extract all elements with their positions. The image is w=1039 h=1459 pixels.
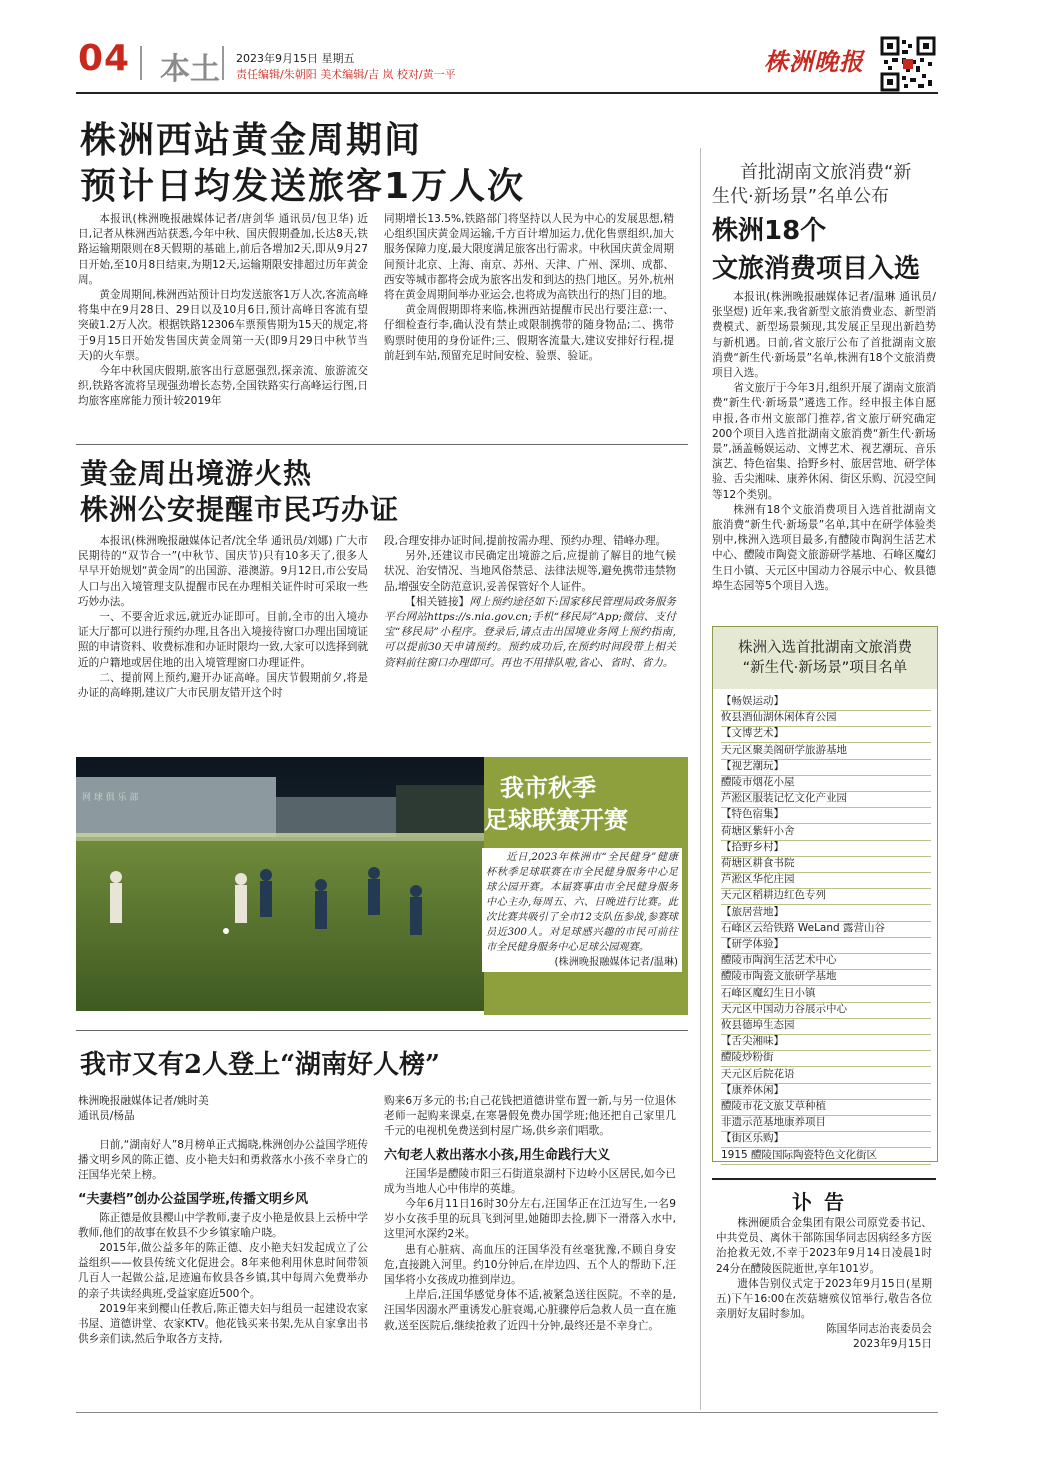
- subheading: “夫妻档”创办公益国学班,传播文明乡风: [78, 1191, 309, 1207]
- article2-column1: [78, 534, 368, 701]
- list-item: 醴陵市花文旅艾草种植: [721, 1098, 931, 1116]
- list-item: 天元区中国动力谷展示中心: [721, 1001, 931, 1019]
- obituary-notice: [712, 1178, 936, 1414]
- list-item: 攸县酒仙湖休闲体育公园: [721, 709, 931, 727]
- header-divider: [222, 46, 224, 80]
- column-divider: [700, 148, 701, 1410]
- list-item: 醴陵市烟花小屋: [721, 774, 931, 792]
- paragraph: 省文旅厅于今年3月,组织开展了湖南文旅消费“新生代·新场景”遴选工作。经申报主体自愿申报,各市州文旅部门推荐,省文旅厅研究确定200个项目入选首批湖南文旅消费“新生代·新场景”,涵盖畅娱运动、文博艺术、视艺潮玩、音乐演艺、特色宿集、拾野乡村、旅居营地、研学体验、舌尖湘味、康养休闲、街区乐购、沉浸空间等12个类别。: [712, 382, 936, 501]
- list-item: 【旅居营地】: [721, 904, 931, 922]
- editor-credits: 责任编辑/朱朝阳 美术编辑/吉 岚 校对/黄一平: [236, 68, 456, 81]
- issue-date: 2023年9月15日 星期五: [236, 52, 355, 65]
- newspaper-masthead: 株洲晚报: [764, 47, 864, 76]
- paragraph: 段,合理安排办证时间,提前按需办理、预约办理、错峰办理。: [384, 535, 667, 547]
- paragraph: 另外,还建议市民确定出境游之后,应提前了解目的地气候状况、治安情况、当地风俗禁忌、法律法规等,避免携带违禁物品,增强安全防范意识,妥善保管好个人证件。: [384, 550, 676, 593]
- article1-column2: [384, 212, 674, 364]
- photo-headline-line2: 足球联赛开赛: [484, 806, 628, 834]
- article-right-body: [712, 290, 936, 594]
- paragraph: 黄金周期间,株洲西站预计日均发送旅客1万人次,客流高峰将集中在9月28日、29日以及10月6日,预计高峰日客流有望突破1.2万人次。根据铁路12306车票预售期为15天的规定,将于9月15日开始发售国庆黄金周第一天(即9月29日中秋节当天)的火车票。: [78, 289, 368, 362]
- header-divider: [140, 46, 142, 80]
- notice-title: 讣告: [792, 1190, 856, 1214]
- paragraph: 上岸后,汪国华感觉身体不适,被紧急送往医院。不幸的是,汪国华因溺水严重诱发心脏衰竭,心脏骤停后急救人员一直在施救,送至医院后,继续抢救了近四十分钟,最终还是不幸身亡。: [384, 1289, 676, 1332]
- list-item: 醴陵市陶瓷文旅研学基地: [721, 968, 931, 986]
- paragraph: 黄金周假期即将来临,株洲西站提醒市民出行要注意:一、仔细检查行李,确认没有禁止或限制携带的随身物品;二、携带购票时使用的身份证件;三、假期客流量大,建议安排好行程,提前赶到车站,预留充足时间安检、验票、验证。: [384, 304, 674, 362]
- photo-caption-text: [482, 848, 682, 972]
- section-name: 本土: [160, 52, 220, 87]
- article1-column1: [78, 212, 368, 410]
- list-item: 【文博艺术】: [721, 725, 931, 743]
- list-item: 醴陵炒粉街: [721, 1049, 931, 1067]
- paragraph: 一、不要舍近求远,就近办证即可。目前,全市的出入境办证大厅都可以进行预约办理,且各出入境接待窗口办理出国境证照的申请资料、收费标准和办证时限均一致,大家可以选择到就近的户籍地或居住地的出入境管理窗口办理证件。: [78, 611, 368, 669]
- list-item: 【视艺潮玩】: [721, 758, 931, 776]
- project-list-box: [712, 626, 938, 1162]
- qr-code-icon: [880, 36, 936, 92]
- list-title-line2: “新生代·新场景”项目名单: [742, 660, 908, 676]
- headline: 我市又有2人登上“湖南好人榜”: [80, 1050, 441, 1080]
- paragraph: 二、提前网上预约,避开办证高峰。国庆节假期前夕,将是办证的高峰期,建议广大市民朋友错开这个时: [78, 671, 368, 700]
- list-item: 【康养休闲】: [721, 1082, 931, 1100]
- paragraph: 汪国华是醴陵市阳三石街道泉湖村下边岭小区居民,如今已成为当地人心中伟岸的英雄。: [384, 1167, 676, 1195]
- related-link-text: 网上预约途径如下:国家移民管理局政务服务平台网站https://s.nia.gov.cn;手机“移民局”App;微信、支付宝“移民局”小程序。登录后,请点击出国境业务网上预约指南,可以提前30天申请预约。预约成功后,在预约时间段带上相关资料前往窗口办理即可。再也不用排队啦,省心、省时、省力。: [384, 595, 676, 669]
- article2-column2: [384, 534, 676, 671]
- kicker-line2: 生代·新场景”名单公布: [712, 186, 890, 207]
- paragraph: 患有心脏病、高血压的汪国华没有丝毫犹豫,不顾自身安危,直接跳入河里。约10分钟后,在岸边四、五个人的帮助下,汪国华将小女孩成功推到岸边。: [384, 1243, 676, 1287]
- paragraph: 陈正德是攸县樱山中学教师,妻子皮小艳是攸县上云桥中学教师,他们的故事在攸县不少乡镇家喻户晓。: [78, 1211, 368, 1239]
- headline-line1: 株洲西站黄金周期间: [80, 120, 423, 161]
- photo-credit: (株洲晚报融媒体记者/温琳): [554, 957, 678, 968]
- list-item: 荷塘区耕食书院: [721, 855, 931, 873]
- list-header: [713, 627, 937, 689]
- list-item: 醴陵市陶润生活艺术中心: [721, 952, 931, 970]
- list-item: 石峰区魔幻生日小镇: [721, 985, 931, 1003]
- paragraph: 2015年,做公益多年的陈正德、皮小艳夫妇发起成立了公益组织——攸县传统文化促进会。8年来他利用休息时间带领几百人一起做公益,足迹遍布攸县各乡镇,其中每周六免费举办的亲子共读经典班,受益家庭近500个。: [78, 1242, 368, 1300]
- list-item: 天元区后院花语: [721, 1066, 931, 1084]
- footer-rule: [76, 1412, 938, 1413]
- paragraph: 日前,“湖南好人”8月榜单正式揭晓,株洲创办公益国学班传播文明乡风的陈正德、皮小艳夫妇和勇救落水小孩不幸身亡的汪国华光荣上榜。: [78, 1139, 368, 1182]
- paragraph: 本报讯(株洲晚报融媒体记者/沈全华 通讯员/刘娜) 广大市民期待的“双节合一”(中秋节、国庆节)只有10多天了,很多人早早开始规划“黄金周”的出国游、港澳游。9月12日,市公安局人口与出入境管理支队提醒市民在办理相关证件时可采取一些巧妙办法。: [78, 535, 368, 608]
- list-item: 【特色宿集】: [721, 806, 931, 824]
- notice-body: [716, 1216, 932, 1352]
- list-item: 芦淞区华佗庄园: [721, 871, 931, 889]
- subheading: 六旬老人救出落水小孩,用生命践行大义: [384, 1147, 610, 1163]
- headline-line2: 文旅消费项目入选: [712, 254, 921, 284]
- list-item: 【街区乐购】: [721, 1130, 931, 1148]
- article3-column2: [384, 1094, 676, 1334]
- list-item: 石峰区云给铁路 WeLand 露营山谷: [721, 920, 931, 938]
- list-item: 【研学体验】: [721, 936, 931, 954]
- list-item: 芦淞区服装记忆文化产业园: [721, 790, 931, 808]
- paragraph: 近日,2023年株洲市“全民健身”健康杯秋季足球联赛在市全民健身服务中心足球公园开赛。本届赛事由市全民健身服务中心主办,每周五、六、日晚进行比赛。此次比赛共吸引了全市12支队伍参战,参赛球员近300人。对足球感兴趣的市民可前往市全民健身服务中心足球公园观赛。: [486, 852, 678, 953]
- headline-line2: 预计日均发送旅客1万人次: [80, 166, 526, 207]
- list-item: 非遗示范基地康养项目: [721, 1114, 931, 1132]
- list-title-line1: 株洲入选首批湖南文旅消费: [738, 640, 912, 656]
- section-rule: [76, 444, 688, 445]
- paragraph: 今年中秋国庆假期,旅客出行意愿强烈,探亲流、旅游流交织,铁路客流将呈现强劲增长态势,全国铁路实行高峰运行图,日均旅客座席能力预计较2019年: [78, 365, 368, 408]
- headline-line2: 株洲公安提醒市民巧办证: [80, 493, 400, 526]
- related-link-paragraph: [384, 595, 676, 671]
- paragraph: 同期增长13.5%,铁路部门将坚持以人民为中心的发展思想,精心组织国庆黄金周运输,千方百计增加运力,优化售票组织,加大服务保障力度,最大限度满足旅客出行需求。中秋国庆黄金周期间预计北京、上海、南京、苏州、天津、广州、深圳、成都、西安等城市都将会成为旅客出发和到达的热门地区。另外,杭州将在黄金周期间举办亚运会,也将成为高铁出行的热门目的地。: [384, 213, 674, 302]
- paragraph: 购来6万多元的书;自己花钱把道德讲堂布置一新,与另一位退休老师一起购来课桌,在寒暑假免费办国学班;他还把自己家里几千元的电视机免费送到村屋广场,供乡亲们唱歌。: [384, 1095, 676, 1138]
- list-item: 天元区聚美阁研学旅游基地: [721, 742, 931, 760]
- paragraph: 本报讯(株洲晚报融媒体记者/唐剑华 通讯员/包卫华) 近日,记者从株洲西站获悉,今年中秋、国庆假期叠加,长达8天,铁路运输期限则在8天假期的基础上,前后各增加2天,即从9月27日开始,至10月8日结束,为期12天,运输期限安排超过历年黄金周。: [78, 213, 368, 286]
- notice-date: 2023年9月15日: [853, 1338, 932, 1351]
- paragraph: 今年6月11日16时30分左右,汪国华正在江边写生,一名9岁小女孩手里的玩具飞到河里,她随即去捡,脚下一滑落入水中,这里河水深约2米。: [384, 1198, 676, 1241]
- related-link-label: 【相关链接】: [405, 595, 470, 608]
- paragraph: 本报讯(株洲晚报融媒体记者/温琳 通讯员/张坚煜) 近年来,我省新型文旅消费业态、新型消费模式、新型场景频现,其发展正呈现出新趋势与新机遇。日前,省文旅厅公布了首批湖南文旅消费“新生代·新场景”名单,株洲有18个文旅消费项目入选。: [712, 291, 936, 380]
- article3-column1: [78, 1138, 368, 1347]
- background-sign: 网 球 俱 乐 部: [82, 793, 139, 803]
- list-item: 天元区稻耕边红色专列: [721, 887, 931, 905]
- paragraph: 遗体告别仪式定于2023年9月15日(星期五)下午16:00在茨菇塘殡仪馆举行,敬告各位亲朋好友届时参加。: [716, 1277, 932, 1321]
- headline-line1: 株洲18个: [712, 216, 827, 246]
- notice-signature: 陈国华同志治丧委员会: [826, 1323, 932, 1336]
- list-item: 1915 醴陵国际陶瓷特色文化街区: [721, 1147, 931, 1165]
- header-rule: [76, 92, 938, 94]
- byline-reporter: 株洲晚报融媒体记者/姚时美: [78, 1095, 209, 1107]
- section-rule: [76, 1030, 688, 1031]
- byline-correspondent: 通讯员/杨晶: [78, 1110, 135, 1122]
- list-item: 【畅娱运动】: [721, 693, 931, 711]
- photo-headline-line1: 我市秋季: [500, 774, 596, 802]
- paragraph: 株洲有18个文旅消费项目入选首批湖南文旅消费“新生代·新场景”名单,其中在研学体验类别中,株洲入选项目最多,有醴陵市陶润生活艺术中心、醴陵市陶瓷文旅游研学基地、石峰区魔幻生日小镇、天元区中国动力谷展示中心、攸县德埠生态园等5个项目入选。: [712, 503, 936, 592]
- kicker-line1: 首批湖南文旅消费“新: [740, 162, 912, 183]
- list-item: 【拾野乡村】: [721, 839, 931, 857]
- page-number: 04: [78, 38, 131, 79]
- paragraph: 2019年来到樱山任教后,陈正德夫妇与组员一起建设农家书屋、道德讲堂、农家KTV。他花钱买来书架,先从自家拿出书供乡亲们读,然后争取各方支持,: [78, 1302, 368, 1346]
- list-item: 攸县德埠生态园: [721, 1017, 931, 1035]
- list-item: 荷塘区紫轩小舍: [721, 823, 931, 841]
- list-item: 【舌尖湘味】: [721, 1033, 931, 1051]
- headline-line1: 黄金周出境游火热: [80, 457, 313, 490]
- paragraph: 株洲硬质合金集团有限公司原党委书记、中共党员、离休干部陈国华同志因病经多方医治抢救无效,不幸于2023年9月14日凌晨1时24分在醴陵医院逝世,享年101岁。: [716, 1217, 932, 1275]
